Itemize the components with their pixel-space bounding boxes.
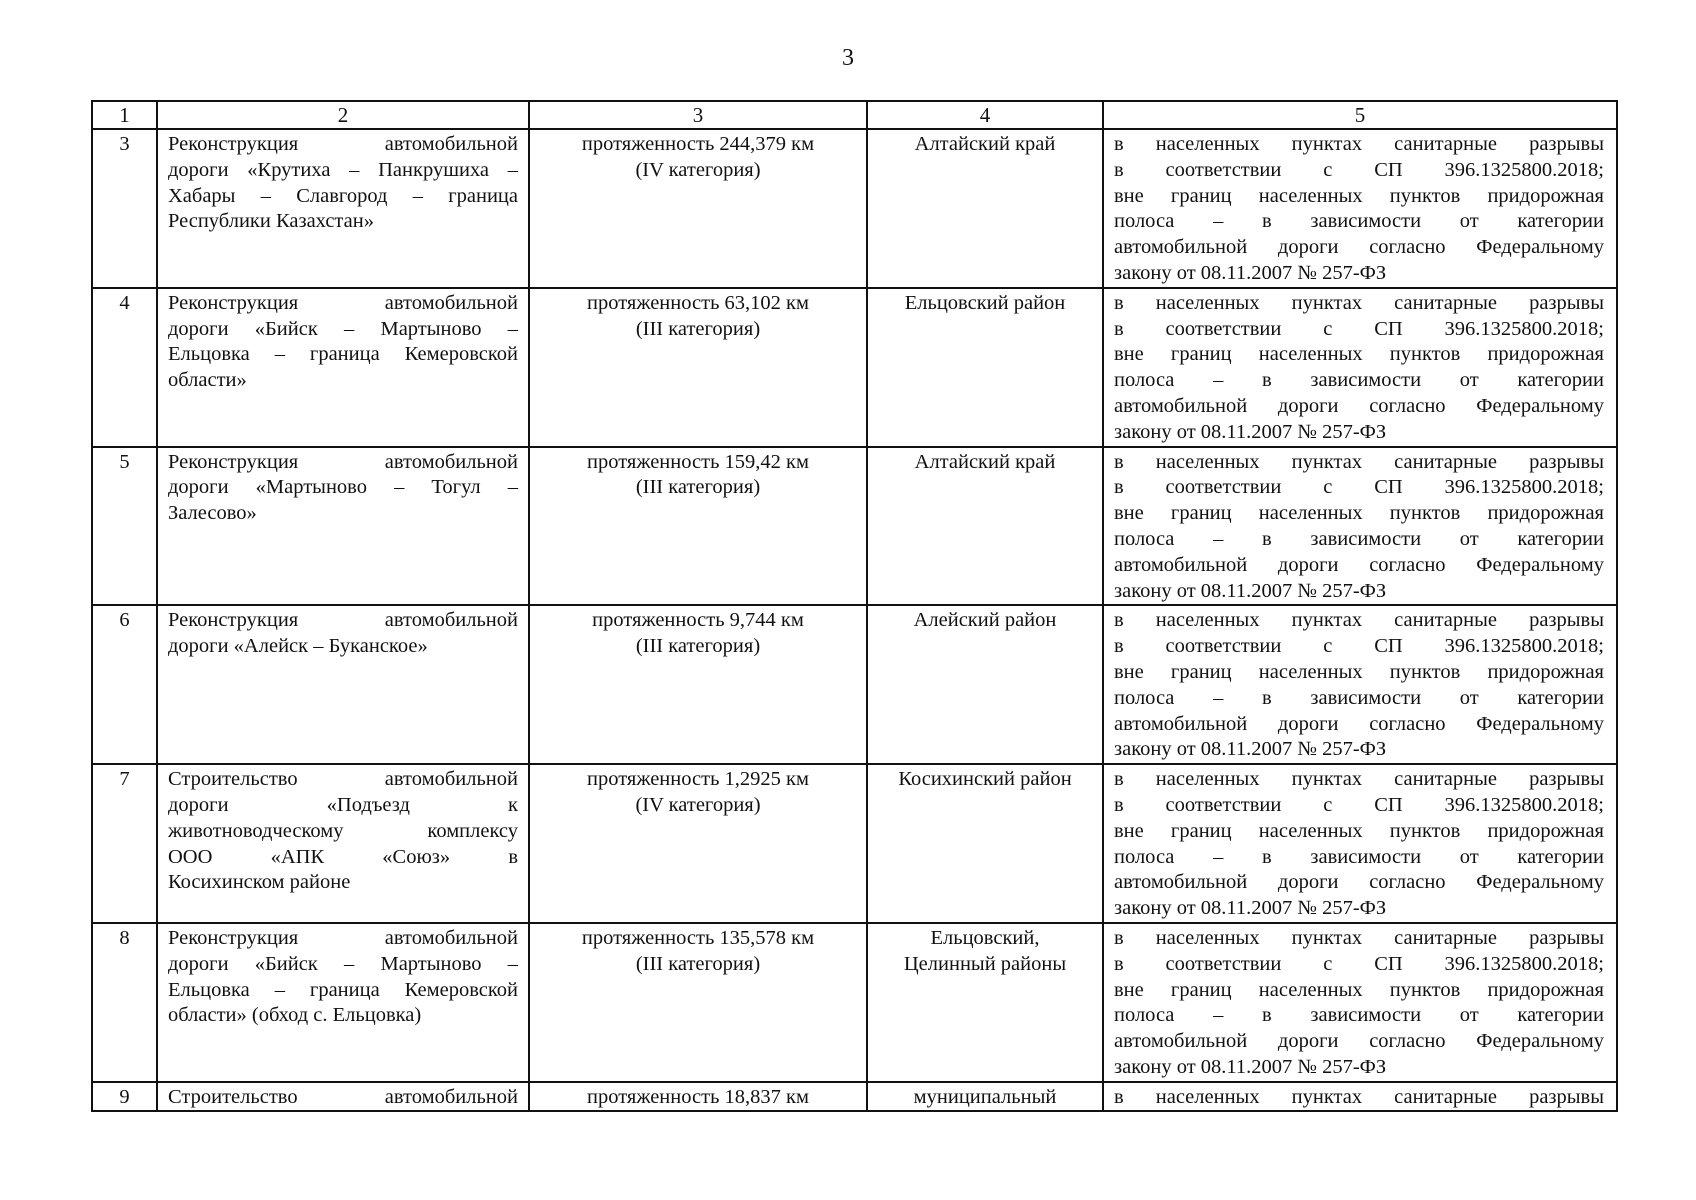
characteristics-line: протяженность 9,744 км (592, 609, 804, 632)
zone-line: в соответствии с СП 396.1325800.2018; (1114, 635, 1604, 658)
zone-line: в населенных пунктах санитарные разрывы (1114, 133, 1604, 155)
object-name-line: Строительство автомобильной (168, 768, 518, 791)
header-cell: 4 (867, 101, 1103, 129)
object-name-line: Реконструкция автомобильной (168, 291, 518, 314)
zone-line: полоса – в зависимости от категории (1114, 210, 1604, 233)
table-row (92, 764, 1617, 923)
characteristics-cell (529, 764, 867, 923)
characteristics-line: (III категория) (635, 476, 761, 499)
header-cell: 2 (157, 101, 529, 129)
zone-cell (1103, 129, 1617, 288)
object-name-cell (157, 288, 529, 447)
characteristics-cell (529, 923, 867, 1082)
characteristics-line: протяженность 18,837 км (587, 1085, 809, 1108)
table-row (92, 923, 1617, 1082)
characteristics-line: (IV категория) (635, 793, 761, 816)
object-name-line: Реконструкция автомобильной (168, 926, 518, 949)
location-line: Ельцовский, (930, 926, 1040, 949)
characteristics-cell (529, 129, 867, 288)
zone-cell (1103, 923, 1617, 1082)
zone-line: в населенных пунктах санитарные разрывы (1114, 768, 1604, 791)
object-name-line: Ельцовка – граница Кемеровской (168, 978, 518, 1001)
location-cell (867, 923, 1103, 1082)
zone-line: в соответствии с СП 396.1325800.2018; (1114, 476, 1604, 499)
location-line: Ельцовский район (904, 291, 1066, 314)
row-number-cell: 7 (92, 764, 157, 923)
zone-line: вне границ населенных пунктов придорожная (1114, 343, 1604, 366)
object-name-line: ООО «АПК «Союз» в (168, 845, 518, 868)
zone-line: вне границ населенных пунктов придорожная (1114, 502, 1604, 525)
table-row (92, 447, 1617, 606)
object-name-line: области» (168, 369, 247, 392)
zone-line: полоса – в зависимости от категории (1114, 527, 1604, 550)
object-name-line: животноводческому комплексу (168, 819, 518, 842)
page-number: 3 (842, 45, 854, 71)
zone-line: автомобильной дороги согласно Федеральному (1114, 712, 1604, 735)
object-name-line: дороги «Мартыново – Тогул – (168, 476, 518, 499)
zone-line: автомобильной дороги согласно Федеральному (1114, 236, 1604, 259)
location-cell (867, 605, 1103, 764)
characteristics-line: протяженность 63,102 км (587, 291, 809, 314)
zone-line: автомобильной дороги согласно Федеральному (1114, 394, 1604, 417)
row-number-cell: 6 (92, 605, 157, 764)
characteristics-cell (529, 447, 867, 606)
object-name-line: Хабары – Славгород – граница (168, 184, 518, 207)
location-cell (867, 1082, 1103, 1112)
objects-table (91, 100, 1618, 1112)
object-name-cell (157, 605, 529, 764)
zone-line: в населенных пунктах санитарные разрывы (1114, 450, 1604, 473)
zone-line: закону от 08.11.2007 № 257-ФЗ (1114, 261, 1387, 284)
location-line: Алтайский край (914, 450, 1056, 473)
characteristics-line: протяженность 244,379 км (581, 133, 815, 155)
object-name-line: дороги «Подъезд к (168, 793, 518, 816)
object-name-line: Реконструкция автомобильной (168, 133, 518, 155)
table-row (92, 1082, 1617, 1112)
object-name-line: дороги «Алейск – Буканское» (168, 635, 428, 658)
zone-line: полоса – в зависимости от категории (1114, 369, 1604, 392)
characteristics-line: (III категория) (635, 952, 761, 975)
object-name-cell (157, 764, 529, 923)
table-row (92, 288, 1617, 447)
object-name-line: дороги «Крутиха – Панкрушиха – (168, 158, 518, 181)
zone-line: автомобильной дороги согласно Федеральному (1114, 553, 1604, 576)
object-name-cell (157, 129, 529, 288)
zone-line: в соответствии с СП 396.1325800.2018; (1114, 317, 1604, 340)
zone-line: в соответствии с СП 396.1325800.2018; (1114, 952, 1604, 975)
object-name-line: области» (обход с. Ельцовка) (168, 1004, 422, 1027)
zone-cell (1103, 1082, 1617, 1112)
zone-line: в соответствии с СП 396.1325800.2018; (1114, 158, 1604, 181)
row-number-cell: 9 (92, 1082, 157, 1112)
object-name-line: Ельцовка – граница Кемеровской (168, 343, 518, 366)
location-line: Косихинский район (898, 768, 1072, 791)
zone-line: закону от 08.11.2007 № 257-ФЗ (1114, 579, 1387, 602)
zone-line: автомобильной дороги согласно Федеральному (1114, 1030, 1604, 1053)
zone-line: закону от 08.11.2007 № 257-ФЗ (1114, 738, 1387, 761)
object-name-line: Залесово» (168, 502, 257, 525)
object-name-line: Реконструкция автомобильной (168, 609, 518, 632)
row-number-cell: 3 (92, 129, 157, 288)
characteristics-line: (IV категория) (635, 158, 761, 181)
characteristics-line: (III категория) (635, 317, 761, 340)
location-cell (867, 447, 1103, 606)
location-line: Алейский район (913, 609, 1057, 632)
zone-cell (1103, 447, 1617, 606)
object-name-cell (157, 1082, 529, 1112)
zone-line: полоса – в зависимости от категории (1114, 845, 1604, 868)
zone-line: в соответствии с СП 396.1325800.2018; (1114, 793, 1604, 816)
table-row (92, 129, 1617, 288)
zone-cell (1103, 605, 1617, 764)
zone-line: закону от 08.11.2007 № 257-ФЗ (1114, 420, 1387, 443)
zone-line: вне границ населенных пунктов придорожная (1114, 660, 1604, 683)
object-name-line: дороги «Бийск – Мартыново – (168, 317, 518, 340)
characteristics-line: протяженность 135,578 км (581, 926, 815, 949)
zone-line: в населенных пунктах санитарные разрывы (1114, 609, 1604, 632)
zone-line: вне границ населенных пунктов придорожная (1114, 184, 1604, 207)
location-line: Алтайский край (914, 133, 1056, 155)
table-header-row (92, 101, 1617, 129)
zone-line: автомобильной дороги согласно Федеральному (1114, 871, 1604, 894)
object-name-line: Косихинском районе (168, 871, 351, 894)
header-cell: 3 (529, 101, 867, 129)
zone-line: в населенных пунктах санитарные разрывы (1114, 1085, 1604, 1108)
zone-line: в населенных пунктах санитарные разрывы (1114, 291, 1604, 314)
characteristics-cell (529, 1082, 867, 1112)
table-body (92, 129, 1617, 1111)
object-name-line: Реконструкция автомобильной (168, 450, 518, 473)
table-row (92, 605, 1617, 764)
zone-cell (1103, 764, 1617, 923)
location-cell (867, 764, 1103, 923)
characteristics-line: (III категория) (635, 635, 761, 658)
row-number-cell: 4 (92, 288, 157, 447)
row-number-cell: 5 (92, 447, 157, 606)
zone-line: вне границ населенных пунктов придорожная (1114, 978, 1604, 1001)
object-name-cell (157, 447, 529, 606)
location-line: муниципальный (913, 1085, 1057, 1108)
header-cell: 1 (92, 101, 157, 129)
zone-cell (1103, 288, 1617, 447)
location-cell (867, 288, 1103, 447)
zone-line: закону от 08.11.2007 № 257-ФЗ (1114, 897, 1387, 920)
characteristics-line: протяженность 1,2925 км (587, 768, 809, 791)
location-cell (867, 129, 1103, 288)
row-number-cell: 8 (92, 923, 157, 1082)
characteristics-cell (529, 288, 867, 447)
object-name-cell (157, 923, 529, 1082)
characteristics-cell (529, 605, 867, 764)
object-name-line: дороги «Бийск – Мартыново – (168, 952, 518, 975)
characteristics-line: протяженность 159,42 км (587, 450, 809, 473)
zone-line: в населенных пунктах санитарные разрывы (1114, 926, 1604, 949)
zone-line: полоса – в зависимости от категории (1114, 686, 1604, 709)
location-line: Целинный районы (903, 952, 1067, 975)
zone-line: закону от 08.11.2007 № 257-ФЗ (1114, 1055, 1387, 1078)
object-name-line: Республики Казахстан» (168, 210, 374, 233)
object-name-line: Строительство автомобильной (168, 1085, 518, 1108)
header-cell: 5 (1103, 101, 1617, 129)
zone-line: вне границ населенных пунктов придорожная (1114, 819, 1604, 842)
zone-line: полоса – в зависимости от категории (1114, 1004, 1604, 1027)
